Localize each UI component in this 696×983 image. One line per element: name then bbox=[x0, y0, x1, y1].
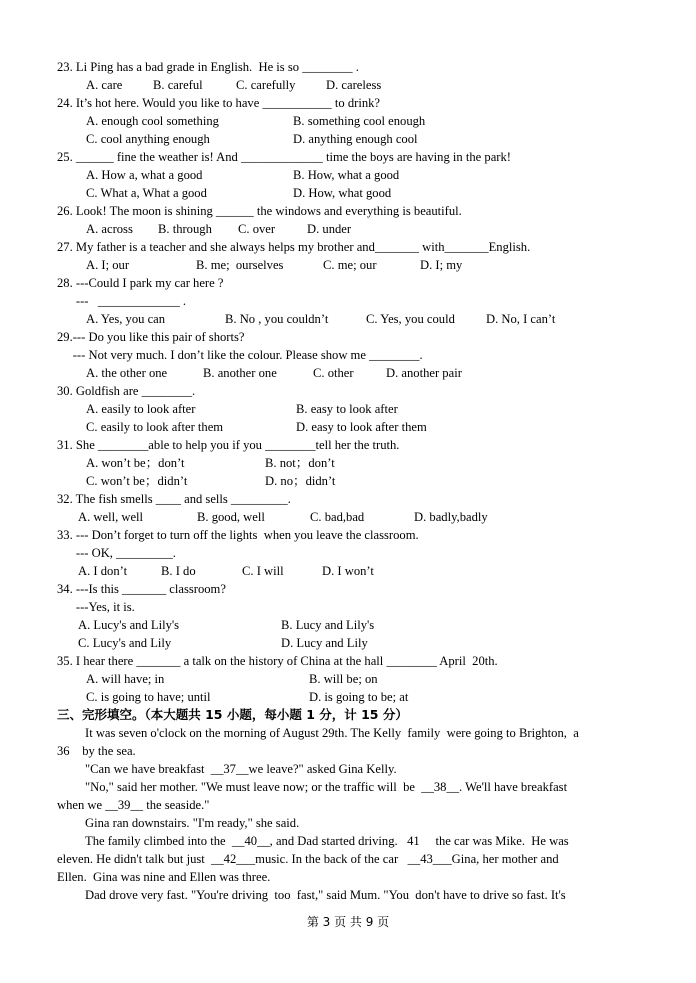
q34-option-a: A. Lucy's and Lily's bbox=[78, 618, 180, 632]
q30-option-a: A. easily to look after bbox=[86, 402, 196, 416]
q30-option-c: C. easily to look after them bbox=[86, 420, 224, 434]
q32-option-d: D. badly,badly bbox=[414, 510, 488, 524]
question-32-stem: 32. The fish smells ____ and sells _________. bbox=[57, 492, 291, 506]
question-23-stem: 23. Li Ping has a bad grade in English. He is so ________ . bbox=[57, 60, 359, 74]
q33-option-a: A. I don’t bbox=[78, 564, 128, 578]
q23-option-d: D. careless bbox=[326, 78, 382, 92]
q24-option-d: D. anything enough cool bbox=[293, 132, 418, 146]
q27-option-a: A. I; our bbox=[86, 258, 130, 272]
q32-option-c: C. bad,bad bbox=[310, 510, 365, 524]
question-35-stem: 35. I hear there _______ a talk on the history of China at the hall ________ April 20th. bbox=[57, 654, 498, 668]
q31-option-d: D. no；didn’t bbox=[265, 474, 336, 488]
page-footer: 第 3 页 共 9 页 bbox=[306, 915, 390, 929]
q27-option-c: C. me; our bbox=[323, 258, 377, 272]
passage-line-10: Dad drove very fast. "You're driving too fast," said Mum. "You don't have to drive so fast. It's bbox=[85, 888, 566, 902]
q26-option-a: A. across bbox=[86, 222, 133, 236]
q31-option-c: C. won’t be；didn’t bbox=[86, 474, 188, 488]
question-33-stem: 33. --- Don’t forget to turn off the lights when you leave the classroom. bbox=[57, 528, 419, 542]
question-34-stem: 34. ---Is this _______ classroom? bbox=[57, 582, 226, 596]
q35-option-a: A. will have; in bbox=[86, 672, 165, 686]
question-27-stem: 27. My father is a teacher and she always helps my brother and_______ with_______English. bbox=[57, 240, 531, 254]
q24-option-a: A. enough cool something bbox=[86, 114, 219, 128]
q29-option-a: A. the other one bbox=[86, 366, 168, 380]
q23-option-a: A. care bbox=[86, 78, 123, 92]
section-heading-cloze: 三、完形填空。（本大题共 15 小题，每小题 1 分，计 15 分） bbox=[57, 707, 408, 722]
question-25-stem: 25. ______ fine the weather is! And _____________ time the boys are having in the park! bbox=[57, 150, 511, 164]
passage-line-3: "Can we have breakfast __37__we leave?" asked Gina Kelly. bbox=[85, 762, 397, 776]
q33-option-b: B. I do bbox=[161, 564, 196, 578]
passage-line-1: It was seven o'clock on the morning of August 29th. The Kelly family were going to Brighton, a bbox=[85, 726, 579, 740]
q34-option-d: D. Lucy and Lily bbox=[281, 636, 368, 650]
q24-option-c: C. cool anything enough bbox=[86, 132, 210, 146]
q35-option-b: B. will be; on bbox=[309, 672, 378, 686]
q34-option-b: B. Lucy and Lily's bbox=[281, 618, 375, 632]
q25-option-b: B. How, what a good bbox=[293, 168, 400, 182]
q30-option-b: B. easy to look after bbox=[296, 402, 398, 416]
q26-option-c: C. over bbox=[238, 222, 276, 236]
passage-line-5: when we __39__ the seaside." bbox=[57, 798, 210, 812]
question-26-stem: 26. Look! The moon is shining ______ the windows and everything is beautiful. bbox=[57, 204, 462, 218]
question-33-reply: --- OK, _________. bbox=[57, 546, 176, 560]
q31-option-a: A. won’t be；don’t bbox=[86, 456, 185, 470]
q35-option-d: D. is going to be; at bbox=[309, 690, 409, 704]
passage-line-4: "No," said her mother. "We must leave now; or the traffic will be __38__. We'll have breakfast bbox=[85, 780, 568, 794]
q25-option-a: A. How a, what a good bbox=[86, 168, 203, 182]
q27-option-b: B. me; ourselves bbox=[196, 258, 284, 272]
q33-option-d: D. I won’t bbox=[322, 564, 374, 578]
q23-option-c: C. carefully bbox=[236, 78, 296, 92]
q29-option-c: C. other bbox=[313, 366, 354, 380]
question-24-stem: 24. It’s hot here. Would you like to have ___________ to drink? bbox=[57, 96, 380, 110]
q31-option-b: B. not；don’t bbox=[265, 456, 335, 470]
question-28-reply: --- _____________ . bbox=[57, 294, 187, 308]
q25-option-c: C. What a, What a good bbox=[86, 186, 207, 200]
q30-option-d: D. easy to look after them bbox=[296, 420, 427, 434]
q29-option-b: B. another one bbox=[203, 366, 277, 380]
q34-option-c: C. Lucy's and Lily bbox=[78, 636, 172, 650]
q24-option-b: B. something cool enough bbox=[293, 114, 426, 128]
q32-option-b: B. good, well bbox=[197, 510, 265, 524]
q28-option-c: C. Yes, you could bbox=[366, 312, 455, 326]
question-28-stem: 28. ---Could I park my car here ? bbox=[57, 276, 224, 290]
q29-option-d: D. another pair bbox=[386, 366, 462, 380]
q33-option-c: C. I will bbox=[242, 564, 284, 578]
q25-option-d: D. How, what good bbox=[293, 186, 392, 200]
q27-option-d: D. I; my bbox=[420, 258, 463, 272]
passage-line-2: 36 by the sea. bbox=[57, 744, 136, 758]
question-29-stem: 29.--- Do you like this pair of shorts? bbox=[57, 330, 245, 344]
q28-option-a: A. Yes, you can bbox=[86, 312, 166, 326]
q32-option-a: A. well, well bbox=[78, 510, 144, 524]
passage-line-6: Gina ran downstairs. "I'm ready," she said. bbox=[85, 816, 300, 830]
q28-option-d: D. No, I can’t bbox=[486, 312, 556, 326]
passage-line-9: Ellen. Gina was nine and Ellen was three. bbox=[57, 870, 271, 884]
question-29-reply: --- Not very much. I don’t like the colour. Please show me ________. bbox=[57, 348, 423, 362]
question-30-stem: 30. Goldfish are ________. bbox=[57, 384, 196, 398]
q26-option-d: D. under bbox=[307, 222, 352, 236]
question-34-reply: ---Yes, it is. bbox=[57, 600, 135, 614]
q28-option-b: B. No , you couldn’t bbox=[225, 312, 329, 326]
passage-line-7: The family climbed into the __40__, and Dad started driving. 41 the car was Mike. He was bbox=[85, 834, 569, 848]
q23-option-b: B. careful bbox=[153, 78, 203, 92]
q35-option-c: C. is going to have; until bbox=[86, 690, 211, 704]
q26-option-b: B. through bbox=[158, 222, 212, 236]
question-31-stem: 31. She ________able to help you if you ________tell her the truth. bbox=[57, 438, 400, 452]
passage-line-8: eleven. He didn't talk but just __42___music. In the back of the car __43___Gina, her mother and bbox=[57, 852, 559, 866]
